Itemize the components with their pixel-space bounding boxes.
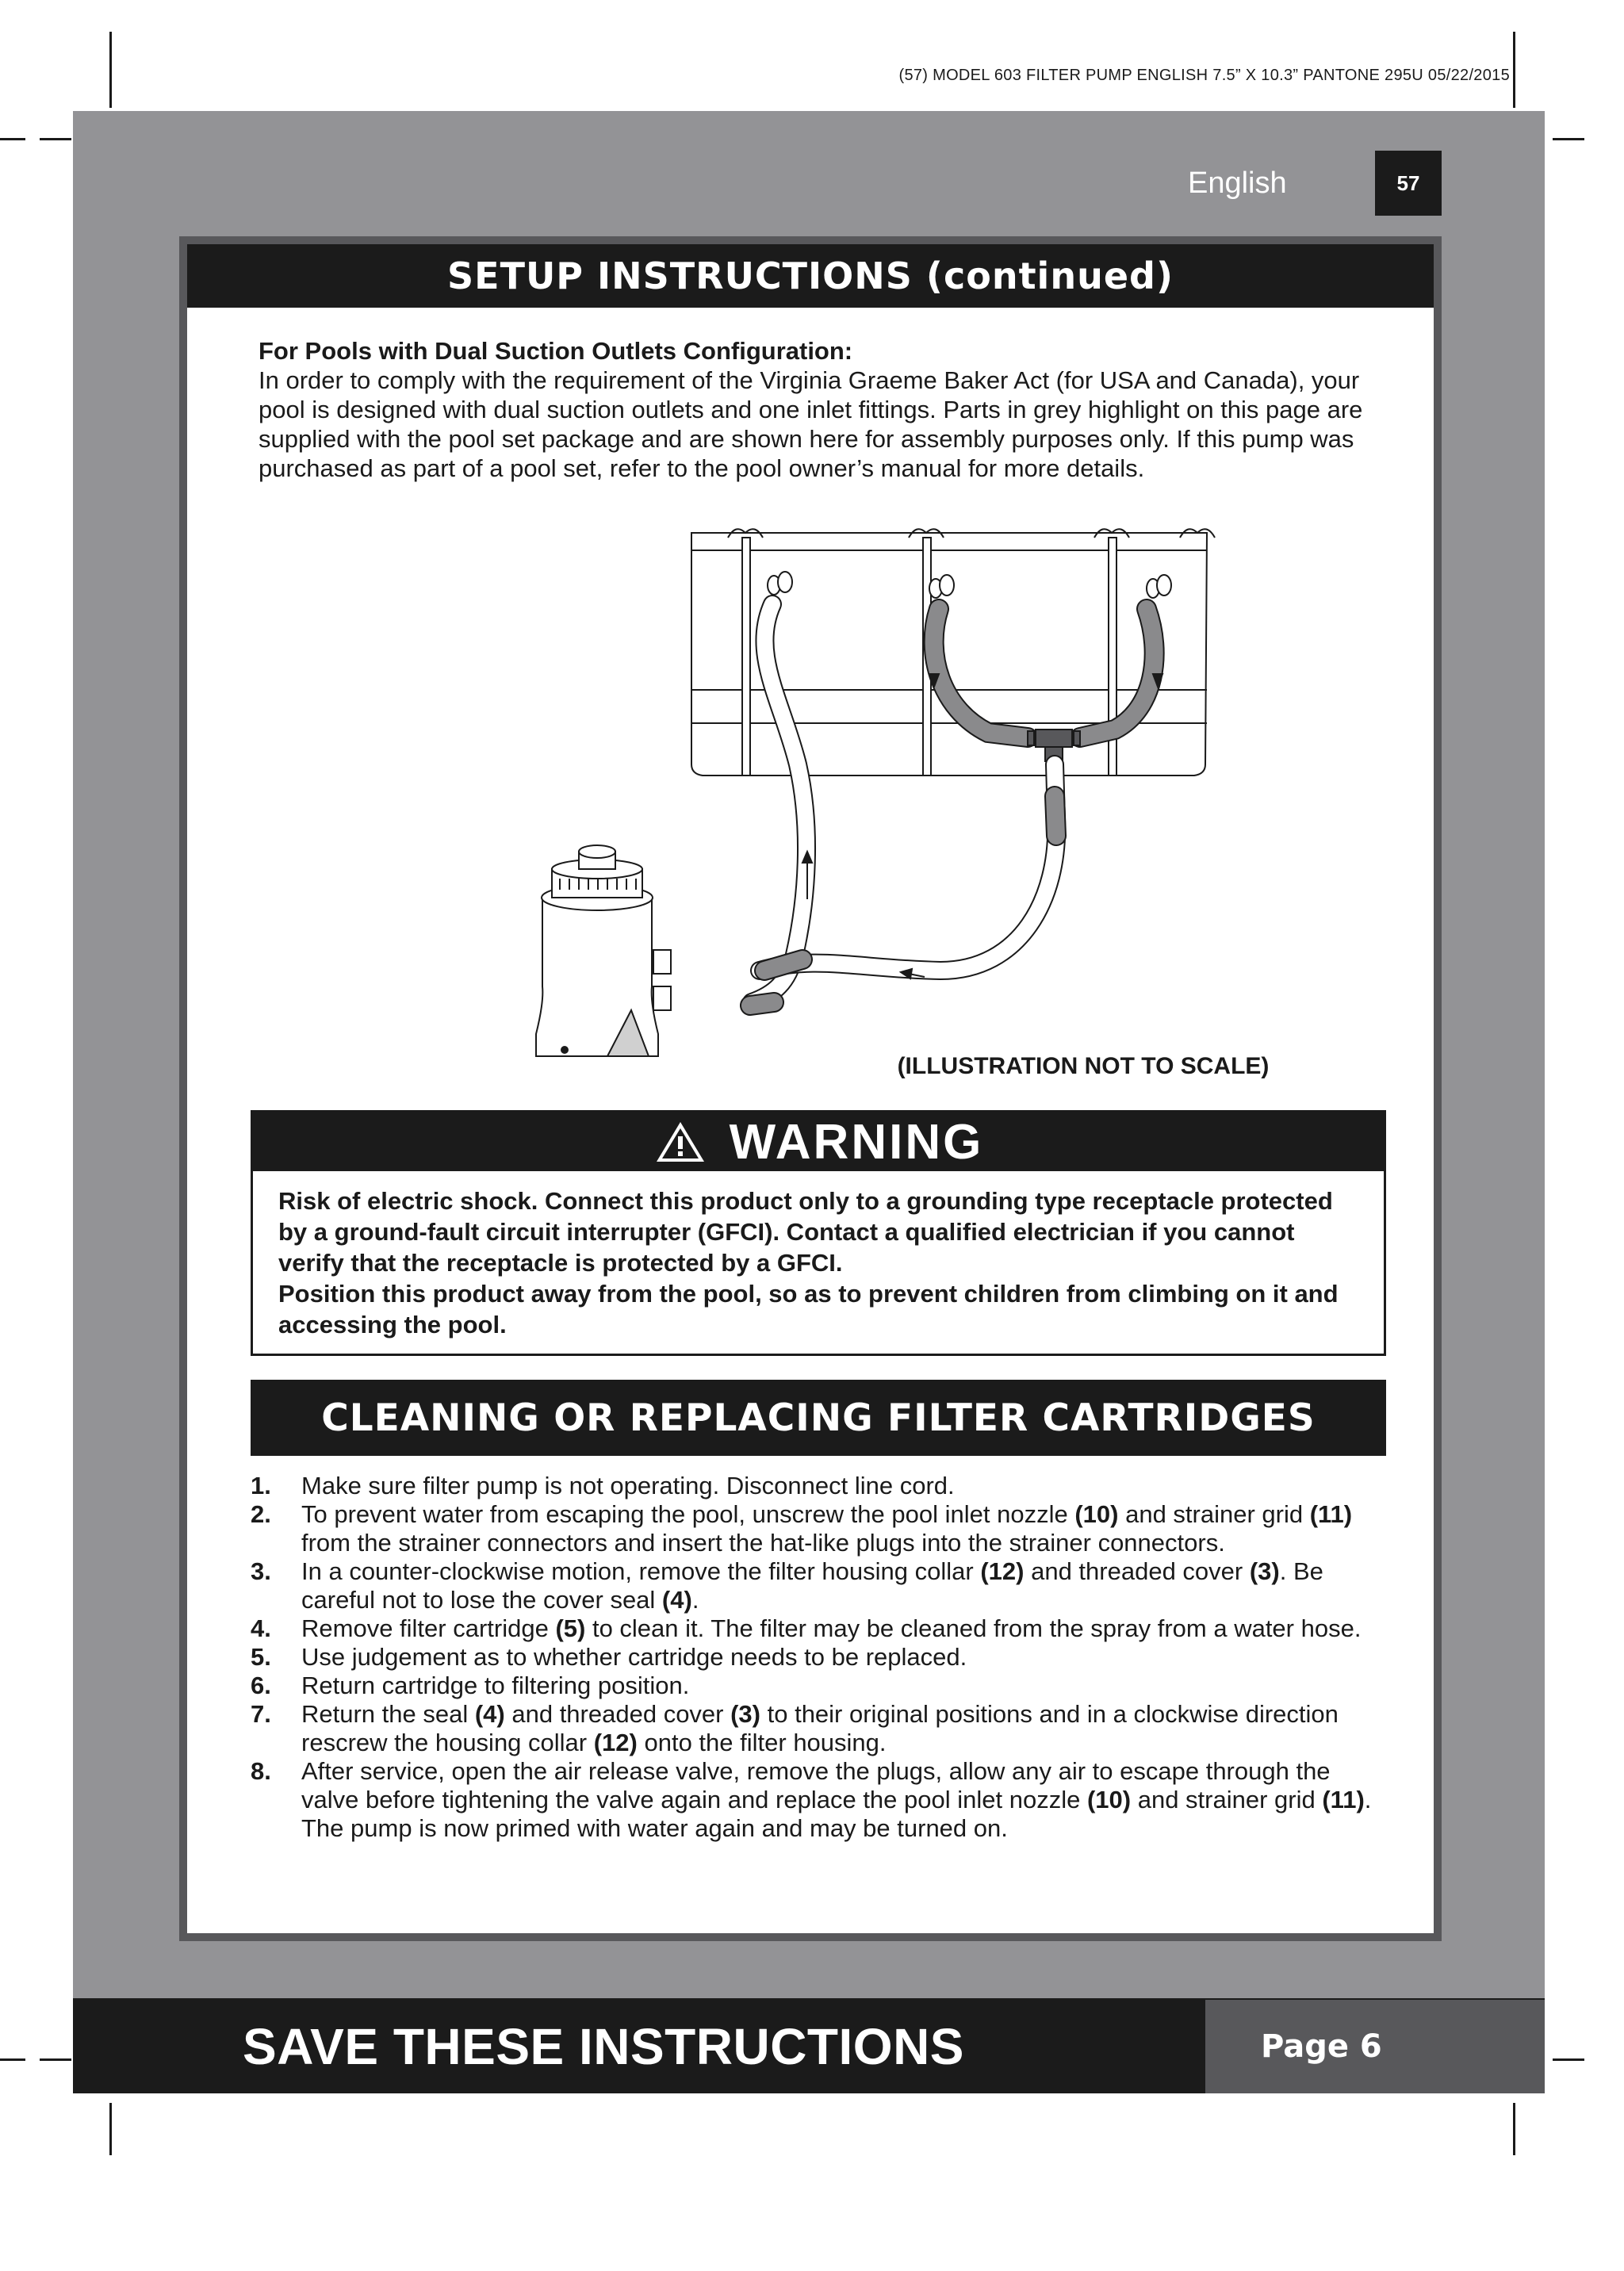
warning-text-position: Position this product away from the pool, so as to prevent children from climbing on it and accessing the pool. <box>278 1280 1339 1338</box>
warning-triangle-icon <box>653 1119 707 1165</box>
step-number: 8. <box>251 1757 271 1785</box>
step-number: 4. <box>251 1614 271 1642</box>
step-text-part: After service, open the air release valve, remove the plugs, allow any air to escape through the valve before tightening the valve again and replace the pool inlet nozzle <box>301 1757 1331 1813</box>
step-text-part: Return the seal <box>301 1700 475 1728</box>
step-text-part: Use judgement as to whether cartridge needs to be replaced. <box>301 1643 967 1671</box>
cleaning-step <box>251 1757 1392 1843</box>
part-reference: (12) <box>593 1729 638 1756</box>
step-text-part: and strainer grid <box>1131 1786 1323 1813</box>
intro-heading: For Pools with Dual Suction Outlets Configuration: <box>259 337 853 365</box>
step-text <box>301 1757 1392 1843</box>
part-reference: (3) <box>1249 1557 1280 1585</box>
cleaning-step <box>251 1614 1392 1643</box>
language-label: English <box>1188 167 1287 200</box>
pool-pump-illustration <box>512 527 1226 1066</box>
step-number: 6. <box>251 1672 271 1699</box>
warning-box <box>251 1110 1386 1356</box>
warning-text-electric: Risk of electric shock. Connect this product only to a grounding type receptacle protected by a ground-fault circuit interrupter (GFCI). Contact a qualified electrician if you cannot verify that the receptacle is protected by a GFCI. <box>278 1187 1333 1277</box>
crop-mark <box>1553 2058 1584 2061</box>
intro-section <box>259 336 1385 483</box>
setup-title: SETUP INSTRUCTIONS (continued) <box>187 244 1434 308</box>
step-number: 7. <box>251 1700 271 1728</box>
part-reference: (12) <box>980 1557 1025 1585</box>
warning-header <box>253 1113 1384 1171</box>
step-text-part: and threaded cover <box>1024 1557 1250 1585</box>
step-text-part: Remove filter cartridge <box>301 1614 556 1642</box>
crop-mark <box>1513 2103 1515 2155</box>
step-text-part: In a counter-clockwise motion, remove the filter housing collar <box>301 1557 981 1585</box>
step-text <box>301 1700 1392 1757</box>
cleaning-title: CLEANING OR REPLACING FILTER CARTRIDGES <box>251 1380 1386 1456</box>
step-text-part: and strainer grid <box>1118 1500 1310 1528</box>
step-text-part: . <box>691 1586 699 1614</box>
step-text-part: onto the filter housing. <box>637 1729 887 1756</box>
step-text-part: . The pump is now primed with water again and may be turned on. <box>301 1786 1372 1842</box>
footer-page-number: Page 6 <box>1205 2000 1545 2093</box>
part-reference: (4) <box>661 1586 692 1614</box>
step-text-part: Make sure filter pump is not operating. Disconnect line cord. <box>301 1472 955 1499</box>
step-text <box>301 1614 1392 1643</box>
step-text <box>301 1472 1392 1500</box>
warning-title: WARNING <box>729 1114 984 1170</box>
part-reference: (5) <box>555 1614 586 1642</box>
step-number: 1. <box>251 1472 271 1499</box>
step-text <box>301 1643 1392 1672</box>
cleaning-step <box>251 1500 1392 1557</box>
step-number: 5. <box>251 1643 271 1671</box>
step-text <box>301 1557 1392 1614</box>
part-reference: (3) <box>730 1700 760 1728</box>
save-instructions-text: SAVE THESE INSTRUCTIONS <box>243 2018 964 2075</box>
crop-mark <box>40 138 71 140</box>
illustration-caption: (ILLUSTRATION NOT TO SCALE) <box>897 1053 1270 1079</box>
crop-mark <box>109 2103 112 2155</box>
intro-body: In order to comply with the requirement of the Virginia Graeme Baker Act (for USA and Canada), your pool is designed with dual suction outlets and one inlet fittings. Parts in grey highlight on this page are supplied with the pool set package and are shown here for assembly purposes only. If this pump was purchased as part of a pool set, refer to the pool owner’s manual for more details. <box>259 366 1363 482</box>
cleaning-step <box>251 1557 1392 1614</box>
part-reference: (11) <box>1309 1500 1353 1528</box>
part-reference: (10) <box>1086 1786 1132 1813</box>
part-reference: (4) <box>474 1700 505 1728</box>
print-note: (57) MODEL 603 FILTER PUMP ENGLISH 7.5” X 10.3” PANTONE 295U 05/22/2015 <box>898 67 1510 84</box>
cleaning-step <box>251 1643 1392 1672</box>
crop-mark <box>1513 32 1515 108</box>
step-text-part: . Be careful not to lose the cover seal <box>301 1557 1323 1614</box>
crop-mark <box>109 32 112 108</box>
crop-mark <box>40 2058 71 2061</box>
crop-mark <box>1553 138 1584 140</box>
part-reference: (10) <box>1074 1500 1119 1528</box>
cleaning-step <box>251 1700 1392 1757</box>
cleaning-step <box>251 1672 1392 1700</box>
step-text-part: to clean it. The filter may be cleaned from the spray from a water hose. <box>585 1614 1362 1642</box>
step-text-part: from the strainer connectors and insert the hat-like plugs into the strainer connectors. <box>301 1529 1225 1557</box>
crop-mark <box>0 2058 25 2061</box>
page-number-box: 57 <box>1375 151 1442 216</box>
step-text-part: To prevent water from escaping the pool, unscrew the pool inlet nozzle <box>301 1500 1075 1528</box>
cleaning-steps-list <box>251 1472 1392 1843</box>
step-text <box>301 1672 1392 1700</box>
step-number: 2. <box>251 1500 271 1528</box>
step-text-part: Return cartridge to filtering position. <box>301 1672 690 1699</box>
cleaning-step <box>251 1472 1392 1500</box>
part-reference: (11) <box>1322 1786 1365 1813</box>
step-number: 3. <box>251 1557 271 1585</box>
crop-mark <box>0 138 25 140</box>
content-panel <box>179 236 1442 1941</box>
step-text <box>301 1500 1392 1557</box>
step-text-part: and threaded cover <box>504 1700 731 1728</box>
step-text-part: to their original positions and in a clockwise direction rescrew the housing collar <box>301 1700 1339 1756</box>
